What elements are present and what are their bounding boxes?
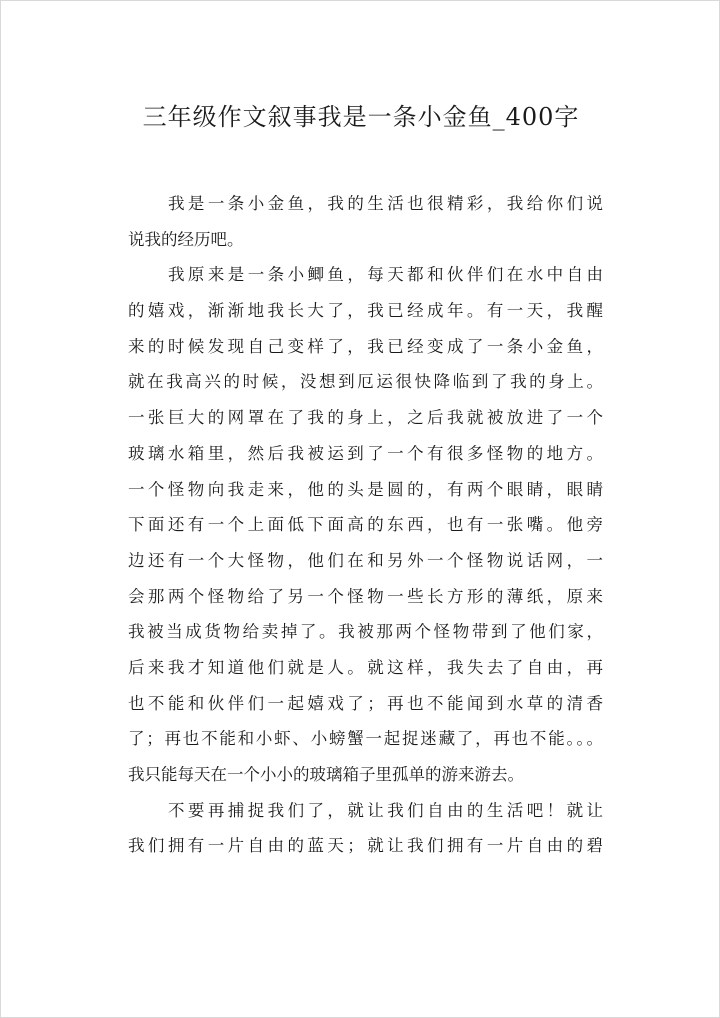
body-text-line: 的嬉戏，渐渐地我长大了，我已经成年。有一天，我醒 [128, 301, 603, 321]
body-text-line: 一张巨大的网罩在了我的身上，之后我就被放进了一个 [128, 408, 603, 428]
body-text-line: 就在我高兴的时候，没想到厄运很快降临到了我的身上。 [128, 372, 603, 392]
body-text-line: 来的时候发现自己变样了，我已经变成了一条小金鱼， [128, 336, 603, 356]
body-text-line: 不要再捕捉我们了，就让我们自由的生活吧！就让 [168, 800, 603, 820]
body-text-line: 说我的经历吧。 [128, 229, 244, 249]
body-text-line: 了；再也不能和小虾、小螃蟹一起捉迷藏了，再也不能。。。 [128, 729, 603, 749]
document-title: 三年级作文叙事我是一条小金鱼_400字 [142, 103, 580, 131]
body-text-line: 我原来是一条小鲫鱼，每天都和伙伴们在水中自由 [168, 265, 603, 285]
body-text-line: 一个怪物向我走来，他的头是圆的，有两个眼睛，眼睛 [128, 479, 603, 499]
body-text-line: 我只能每天在一个小小的玻璃箱子里孤单的游来游去。 [128, 765, 524, 784]
body-text-line: 下面还有一个上面低下面高的东西，也有一张嘴。他旁 [128, 515, 603, 535]
body-text-line: 边还有一个大怪物，他们在和另外一个怪物说话网，一 [128, 550, 603, 570]
document-body [128, 186, 603, 864]
body-text-line: 会那两个怪物给了另一个怪物一些长方形的薄纸，原来 [128, 586, 603, 606]
body-text-line: 玻璃水箱里，然后我被运到了一个有很多怪物的地方。 [128, 443, 603, 463]
body-text-line: 我是一条小金鱼，我的生活也很精彩，我给你们说 [168, 194, 603, 213]
body-text-line: 也不能和伙伴们一起嬉戏了；再也不能闻到水草的清香 [128, 693, 603, 713]
body-text-line: 后来我才知道他们就是人。就这样，我失去了自由，再 [128, 657, 603, 677]
body-text-line: 我被当成货物给卖掉了。我被那两个怪物带到了他们家， [128, 622, 603, 642]
body-text-line: 我们拥有一片自由的蓝天；就让我们拥有一片自由的碧 [128, 836, 603, 856]
